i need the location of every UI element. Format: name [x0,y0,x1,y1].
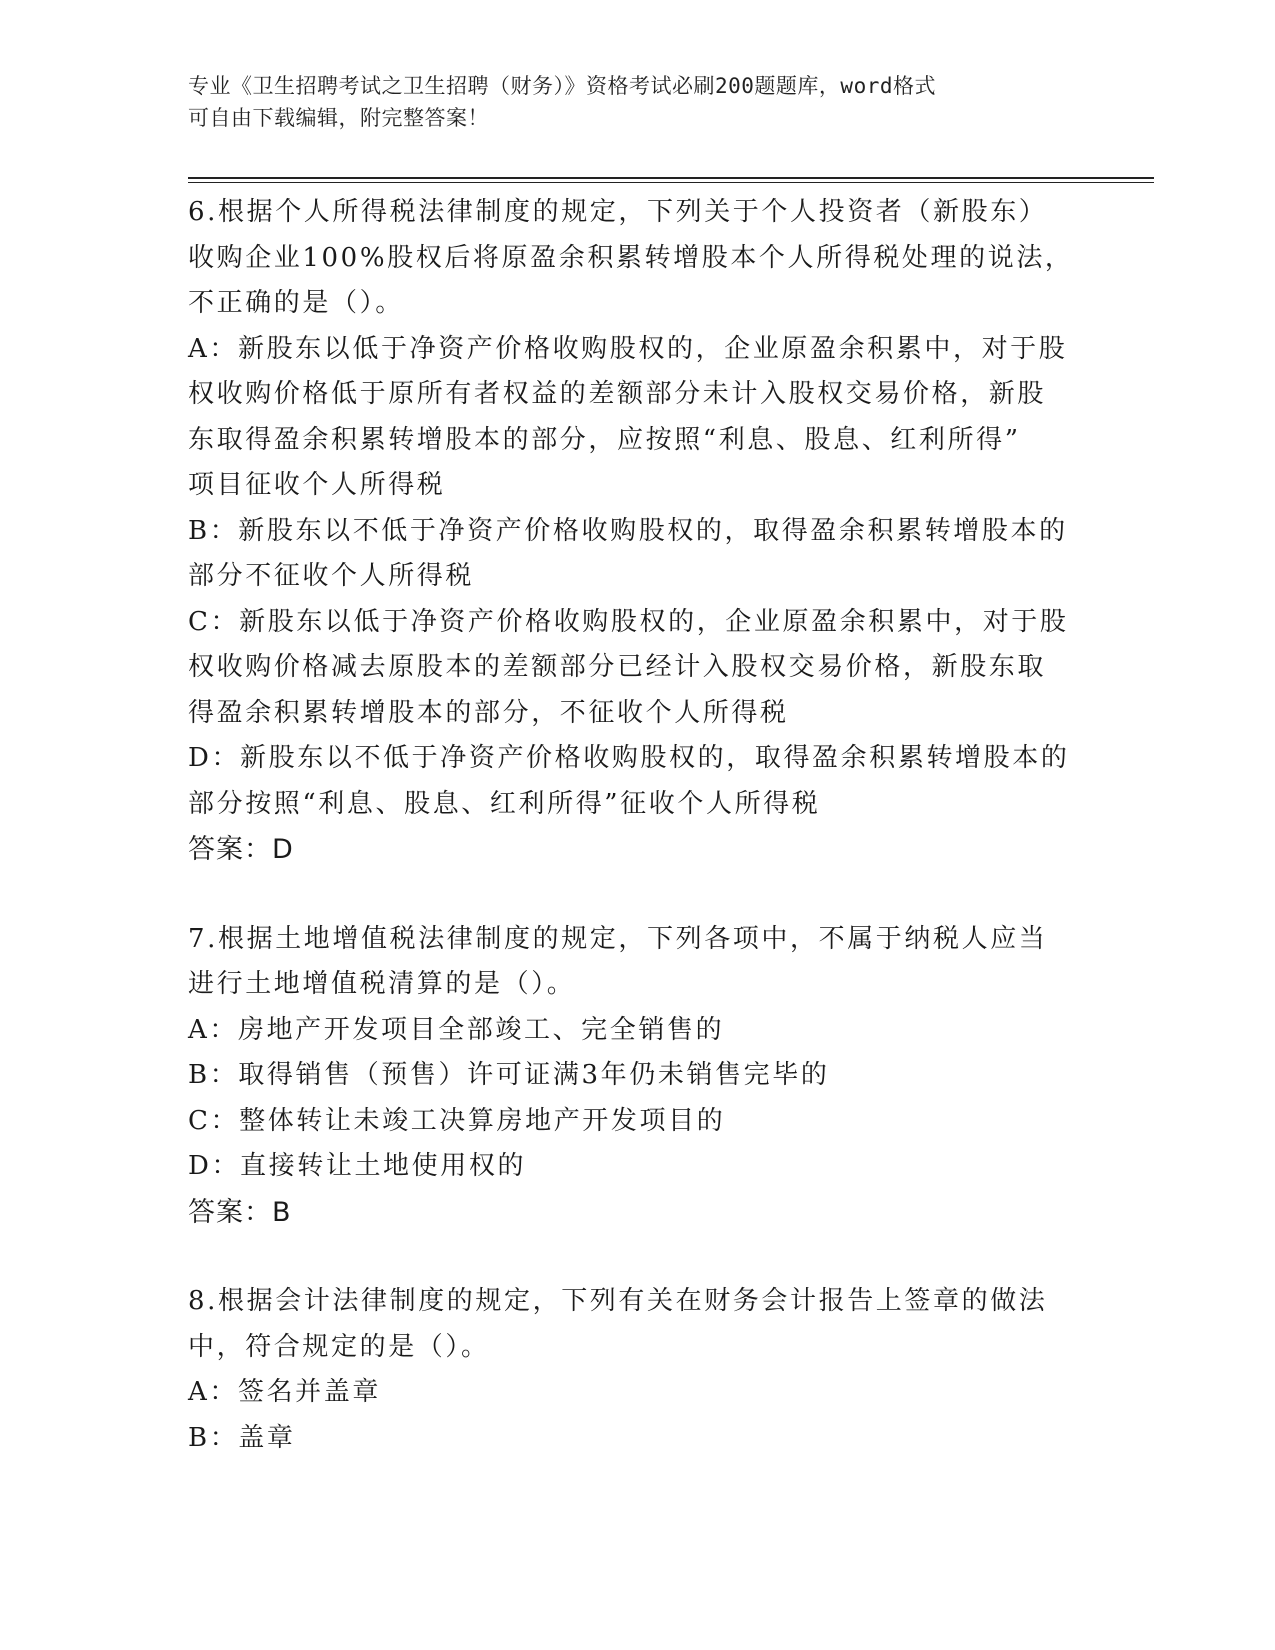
spacer [188,1235,1088,1279]
option-d: D：直接转让土地使用权的 [188,1151,527,1181]
option-line: 权收购价格减去原股本的差额部分已经计入股权交易价格，新股东取 [188,652,1047,682]
answer-label: 答案：B [188,1196,292,1228]
document-header [188,70,1068,134]
header-line-1: 专业《卫生招聘考试之卫生招聘（财务）》资格考试必刷200题题库，word格式 [188,74,936,98]
option-line: 得盈余积累转增股本的部分，不征收个人所得税 [188,697,789,728]
question-7 [188,917,1088,1236]
question-list [188,190,1088,1461]
question-stem-line: 中，符合规定的是（）。 [188,1331,490,1362]
question-stem-line: 收购企业100%股权后将原盈余积累转增股本个人所得税处理的说法， [188,242,1074,273]
option-b: B：盖章 [188,1422,296,1453]
option-c [188,600,1088,737]
question-8 [188,1279,1088,1461]
option-a: A：签名并盖章 [188,1377,381,1407]
option-line: D：新股东以不低于净资产价格收购股权的，取得盈余积累转增股本的 [188,743,1070,773]
option-line: B：新股东以不低于净资产价格收购股权的，取得盈余积累转增股本的 [188,515,1068,546]
question-stem-line: 8.根据会计法律制度的规定，下列有关在财务会计报告上签章的做法 [188,1286,1048,1316]
question-6 [188,190,1088,873]
question-stem-line: 不正确的是（）。 [188,288,404,318]
answer-label: 答案：D [188,834,294,865]
option-line: 部分按照“利息、股息、红利所得”征收个人所得税 [188,788,821,819]
option-line: 部分不征收个人所得税 [188,561,475,591]
option-line: 东取得盈余积累转增股本的部分，应按照“利息、股息、红利所得” [188,424,1021,455]
option-line: 权收购价格低于原所有者权益的差额部分未计入股权交易价格，新股 [188,379,1047,409]
option-d [188,736,1088,827]
question-stem-line: 6.根据个人所得税法律制度的规定，下列关于个人投资者（新股东） [188,197,1048,227]
option-line: C：新股东以低于净资产价格收购股权的，企业原盈余积累中，对于股 [188,606,1069,637]
divider-thick [188,177,1154,179]
option-b [188,509,1088,600]
header-line-2: 可自由下载编辑，附完整答案！ [188,106,489,130]
option-line: 项目征收个人所得税 [188,470,446,500]
header-divider [188,177,1154,183]
question-stem-line: 7.根据土地增值税法律制度的规定，下列各项中，不属于纳税人应当 [188,923,1048,954]
option-b: B：取得销售（预售）许可证满3年仍未销售完毕的 [188,1060,830,1090]
question-stem-line: 进行土地增值税清算的是（）。 [188,969,576,999]
option-a [188,327,1088,509]
divider-thin [188,182,1154,183]
option-c: C：整体转让未竣工决算房地产开发项目的 [188,1105,726,1136]
spacer [188,873,1088,917]
option-a: A：房地产开发项目全部竣工、完全销售的 [188,1014,725,1045]
option-line: A：新股东以低于净资产价格收购股权的，企业原盈余积累中，对于股 [188,333,1068,364]
